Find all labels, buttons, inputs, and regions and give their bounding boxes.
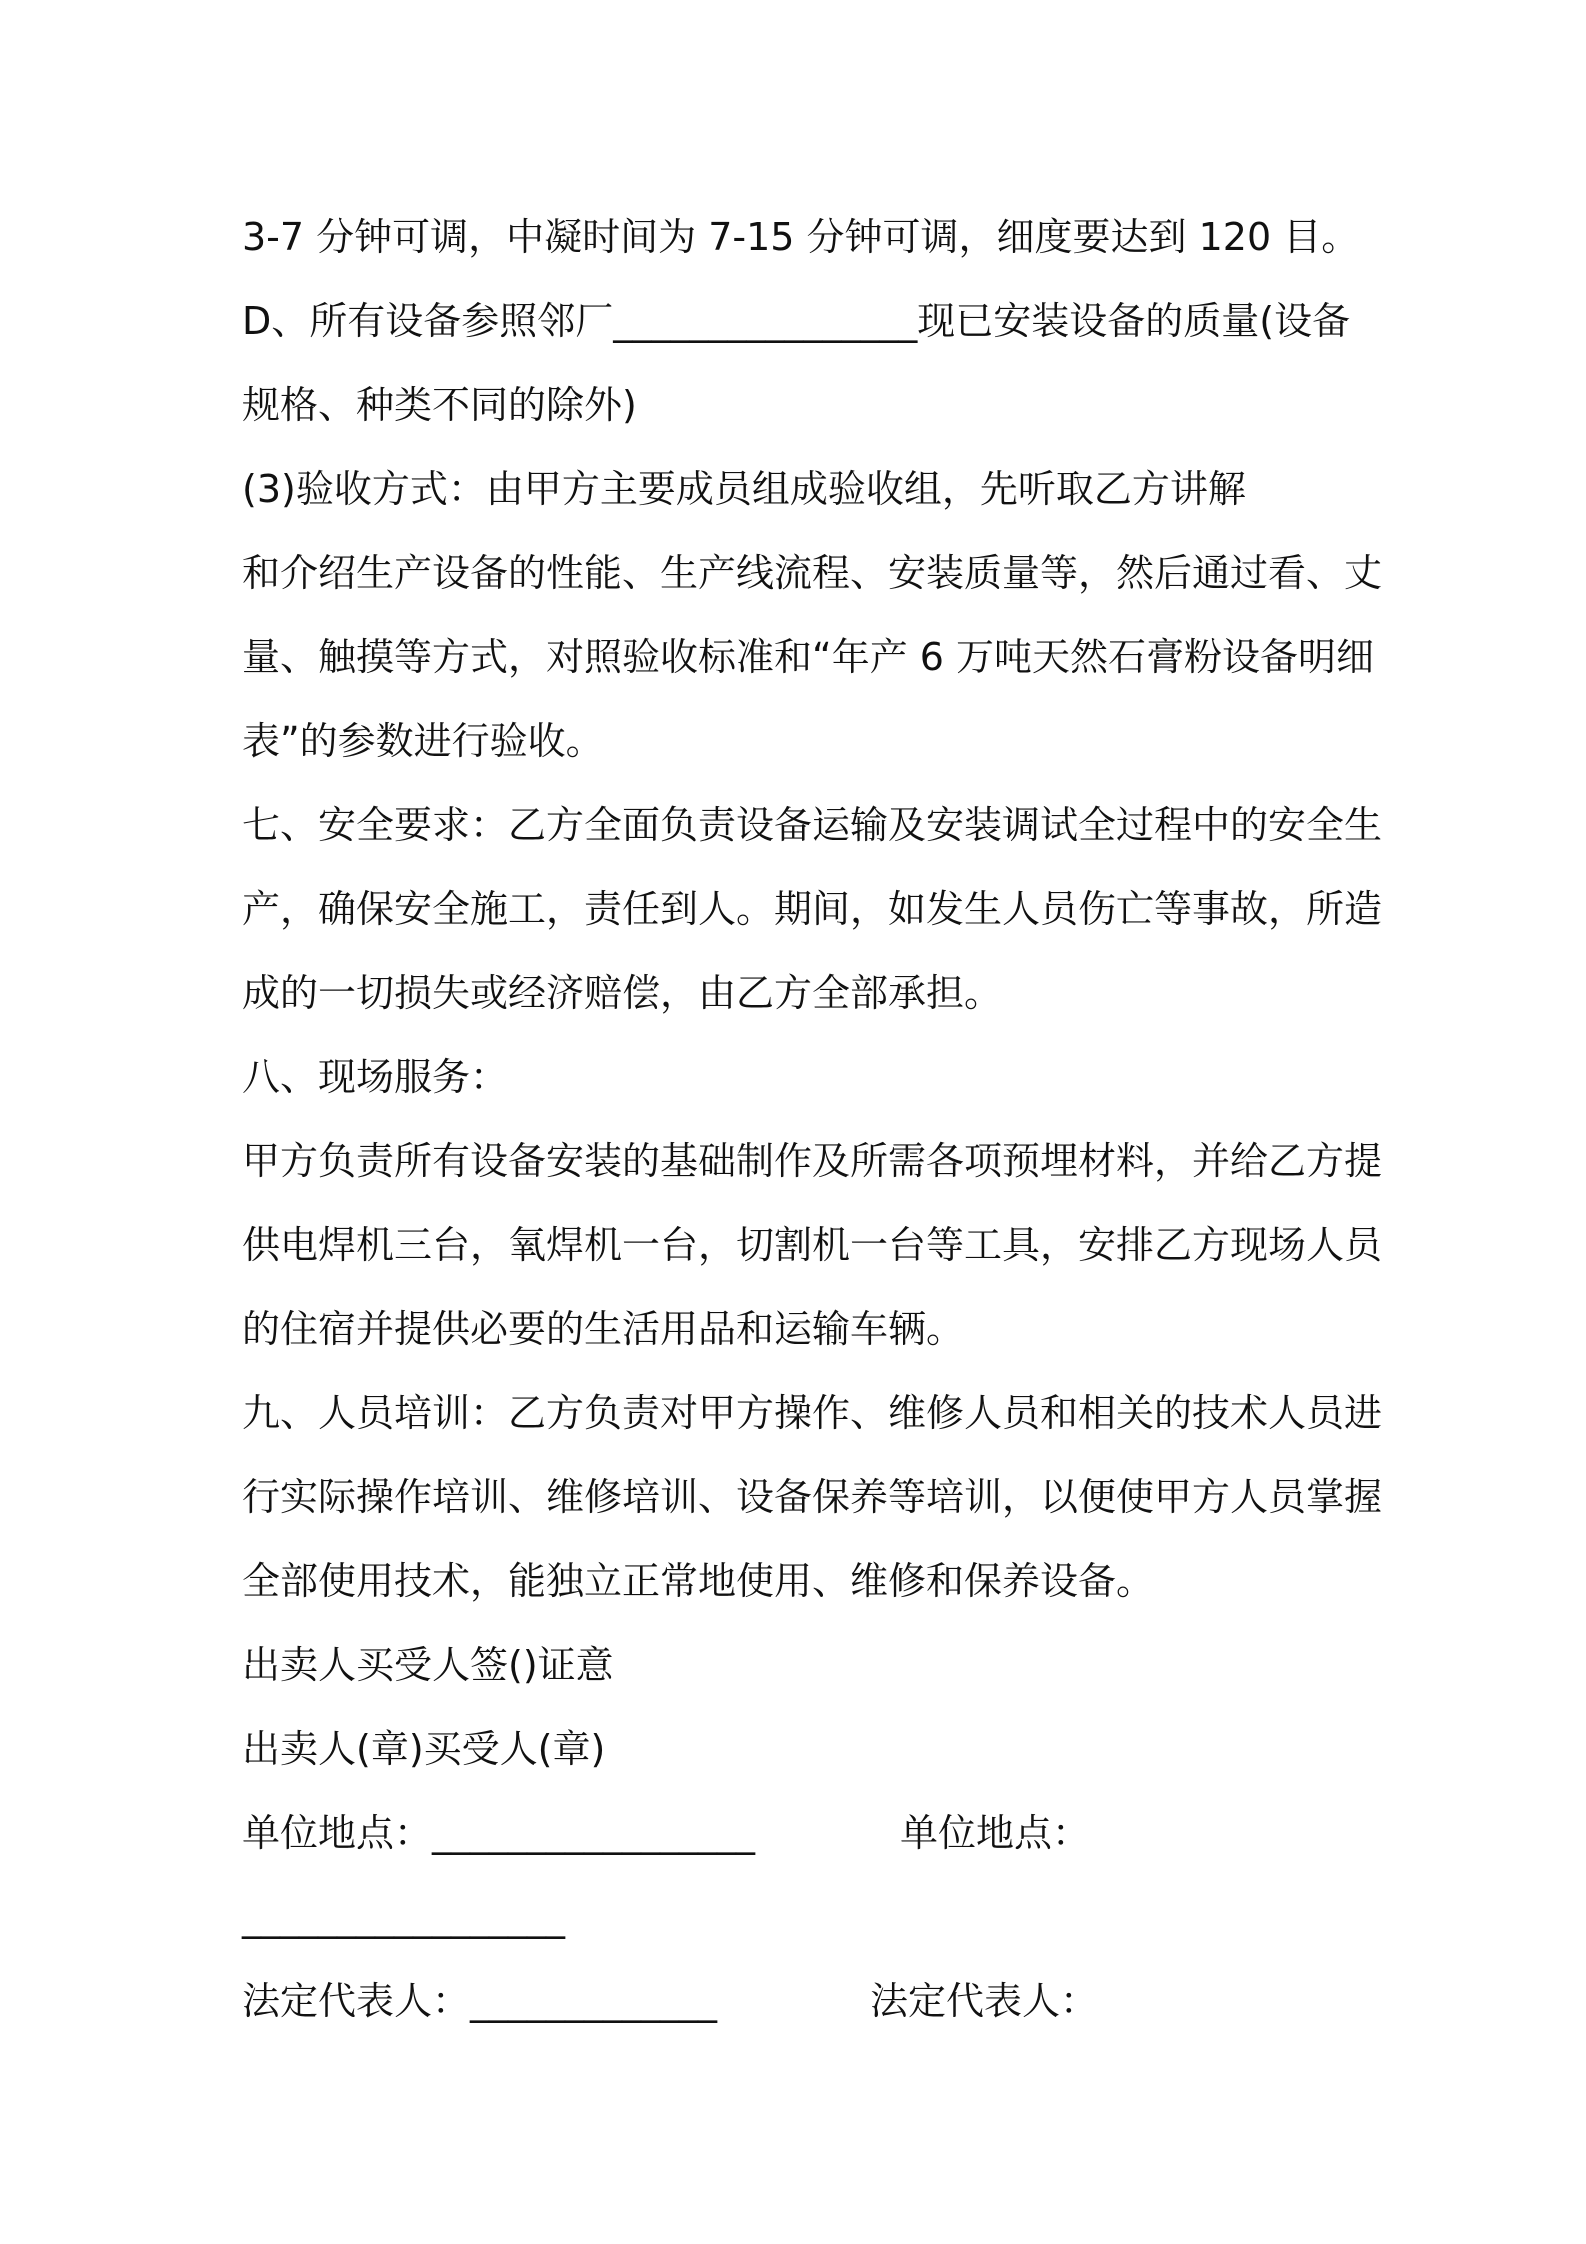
text-line: 产，确保安全施工，责任到人。期间，如发生人员伤亡等事故，所造 — [242, 887, 1383, 931]
text-line: 和介绍生产设备的性能、生产线流程、安装质量等，然后通过看、丈 — [242, 551, 1383, 595]
text-line: 甲方负责所有设备安装的基础制作及所需各项预埋材料，并给乙方提 — [242, 1139, 1383, 1183]
seller-address-field: 单位地点：_________________ — [242, 1811, 756, 1855]
text-line: 供电焊机三台，氧焊机一台，切割机一台等工具，安排乙方现场人员 — [242, 1223, 1383, 1267]
text-line: 规格、种类不同的除外) — [242, 383, 637, 427]
buyer-address-underline: _________________ — [242, 1895, 565, 1939]
representative-row — [242, 1959, 1362, 2043]
text-line: 行实际操作培训、维修培训、设备保养等培训，以便使甲方人员掌握 — [242, 1475, 1383, 1519]
text-line: 全部使用技术，能独立正常地使用、维修和保养设备。 — [242, 1559, 1155, 1603]
text-line: 表”的参数进行验收。 — [242, 719, 604, 763]
text-line: 成的一切损失或经济赔偿，由乙方全部承担。 — [242, 971, 1003, 1015]
buyer-representative-label: 法定代表人： — [870, 1979, 1099, 2023]
seller-representative-field: 法定代表人：_____________ — [242, 1979, 718, 2023]
text-line: (3)验收方式：由甲方主要成员组成验收组，先听取乙方讲解 — [242, 467, 1246, 511]
text-line: 九、人员培训：乙方负责对甲方操作、维修人员和相关的技术人员进 — [242, 1391, 1383, 1435]
text-line: 出卖人(章)买受人(章) — [242, 1727, 606, 1771]
text-line: 七、安全要求：乙方全面负责设备运输及安装调试全过程中的安全生 — [242, 803, 1383, 847]
address-row — [242, 1791, 1362, 1875]
text-line: 八、现场服务： — [242, 1055, 509, 1099]
document-body — [242, 195, 1383, 2043]
text-line: 3-7 分钟可调，中凝时间为 7-15 分钟可调，细度要达到 120 目。 — [242, 215, 1360, 259]
text-line: 的住宿并提供必要的生活用品和运输车辆。 — [242, 1307, 965, 1351]
address-underline-row — [242, 1875, 1362, 1959]
text-line: 出卖人买受人签()证意 — [242, 1643, 614, 1687]
text-line: D、所有设备参照邻厂________________现已安装设备的质量(设备 — [242, 299, 1351, 343]
text-line: 量、触摸等方式，对照验收标准和“年产 6 万吨天然石膏粉设备明细 — [242, 635, 1375, 679]
buyer-address-label: 单位地点： — [900, 1811, 1091, 1855]
